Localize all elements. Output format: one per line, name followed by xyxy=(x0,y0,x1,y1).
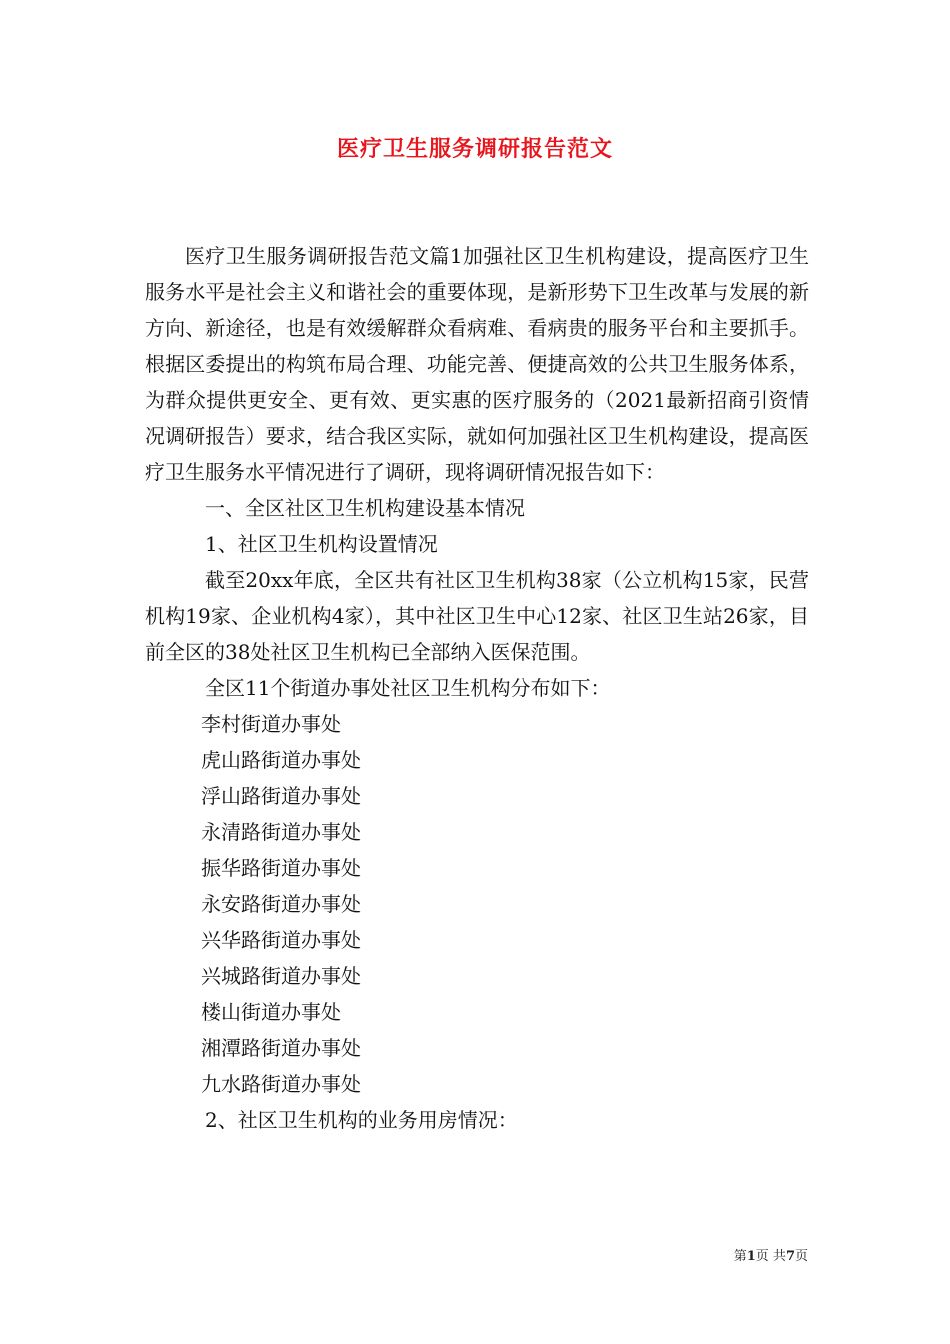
intro-paragraph: 医疗卫生服务调研报告范文篇1加强社区卫生机构建设，提高医疗卫生服务水平是社会主义和谐社会的重要体现，是新形势下卫生改革与发展的新方向、新途径，也是有效缓解群众看病难、看病贵的服务平台和主要抓手。根据区委提出的构筑布局合理、功能完善、便捷高效的公共卫生服务体系，为群众提供更安全、更有效、更实惠的医疗服务的（2021最新招商引资情况调研报告）要求，结合我区实际，就如何加强社区卫生机构建设，提高医疗卫生服务水平情况进行了调研，现将调研情况报告如下： xyxy=(145,244,809,484)
list-item: 湘潭路街道办事处 xyxy=(201,1036,361,1060)
footer-prefix: 第 xyxy=(733,1249,747,1264)
footer-suffix: 页 xyxy=(794,1249,808,1264)
list-item: 永安路街道办事处 xyxy=(201,892,361,916)
document-body xyxy=(145,238,809,1138)
list-item: 楼山街道办事处 xyxy=(201,1000,341,1024)
list-item: 九水路街道办事处 xyxy=(201,1072,361,1096)
page-footer xyxy=(0,1245,808,1264)
list-item: 振华路街道办事处 xyxy=(201,856,361,880)
district-list xyxy=(145,706,809,1102)
list-item: 兴华路街道办事处 xyxy=(201,928,361,952)
list-item: 兴城路街道办事处 xyxy=(201,964,361,988)
list-item: 永清路街道办事处 xyxy=(201,820,361,844)
footer-current-page: 1 xyxy=(746,1249,756,1264)
stats-paragraph: 截至20xx年底，全区共有社区卫生机构38家（公立机构15家，民营机构19家、企业机构4家），其中社区卫生中心12家、社区卫生站26家，目前全区的38处社区卫生机构已全部纳入医保范围。 xyxy=(145,568,809,664)
footer-middle: 页 共 xyxy=(755,1249,786,1264)
distribution-intro: 全区11个街道办事处社区卫生机构分布如下： xyxy=(205,676,611,700)
list-item: 虎山路街道办事处 xyxy=(201,748,361,772)
document-title: 医疗卫生服务调研报告范文 xyxy=(336,136,613,162)
list-item: 浮山路街道办事处 xyxy=(201,784,361,808)
list-item: 李村街道办事处 xyxy=(201,712,341,736)
subsection-heading-1-1: 1、社区卫生机构设置情况 xyxy=(205,532,438,556)
footer-total-pages: 7 xyxy=(785,1249,795,1264)
section-heading-1: 一、全区社区卫生机构建设基本情况 xyxy=(205,496,525,520)
subsection-heading-1-2: 2、社区卫生机构的业务用房情况： xyxy=(205,1108,518,1132)
